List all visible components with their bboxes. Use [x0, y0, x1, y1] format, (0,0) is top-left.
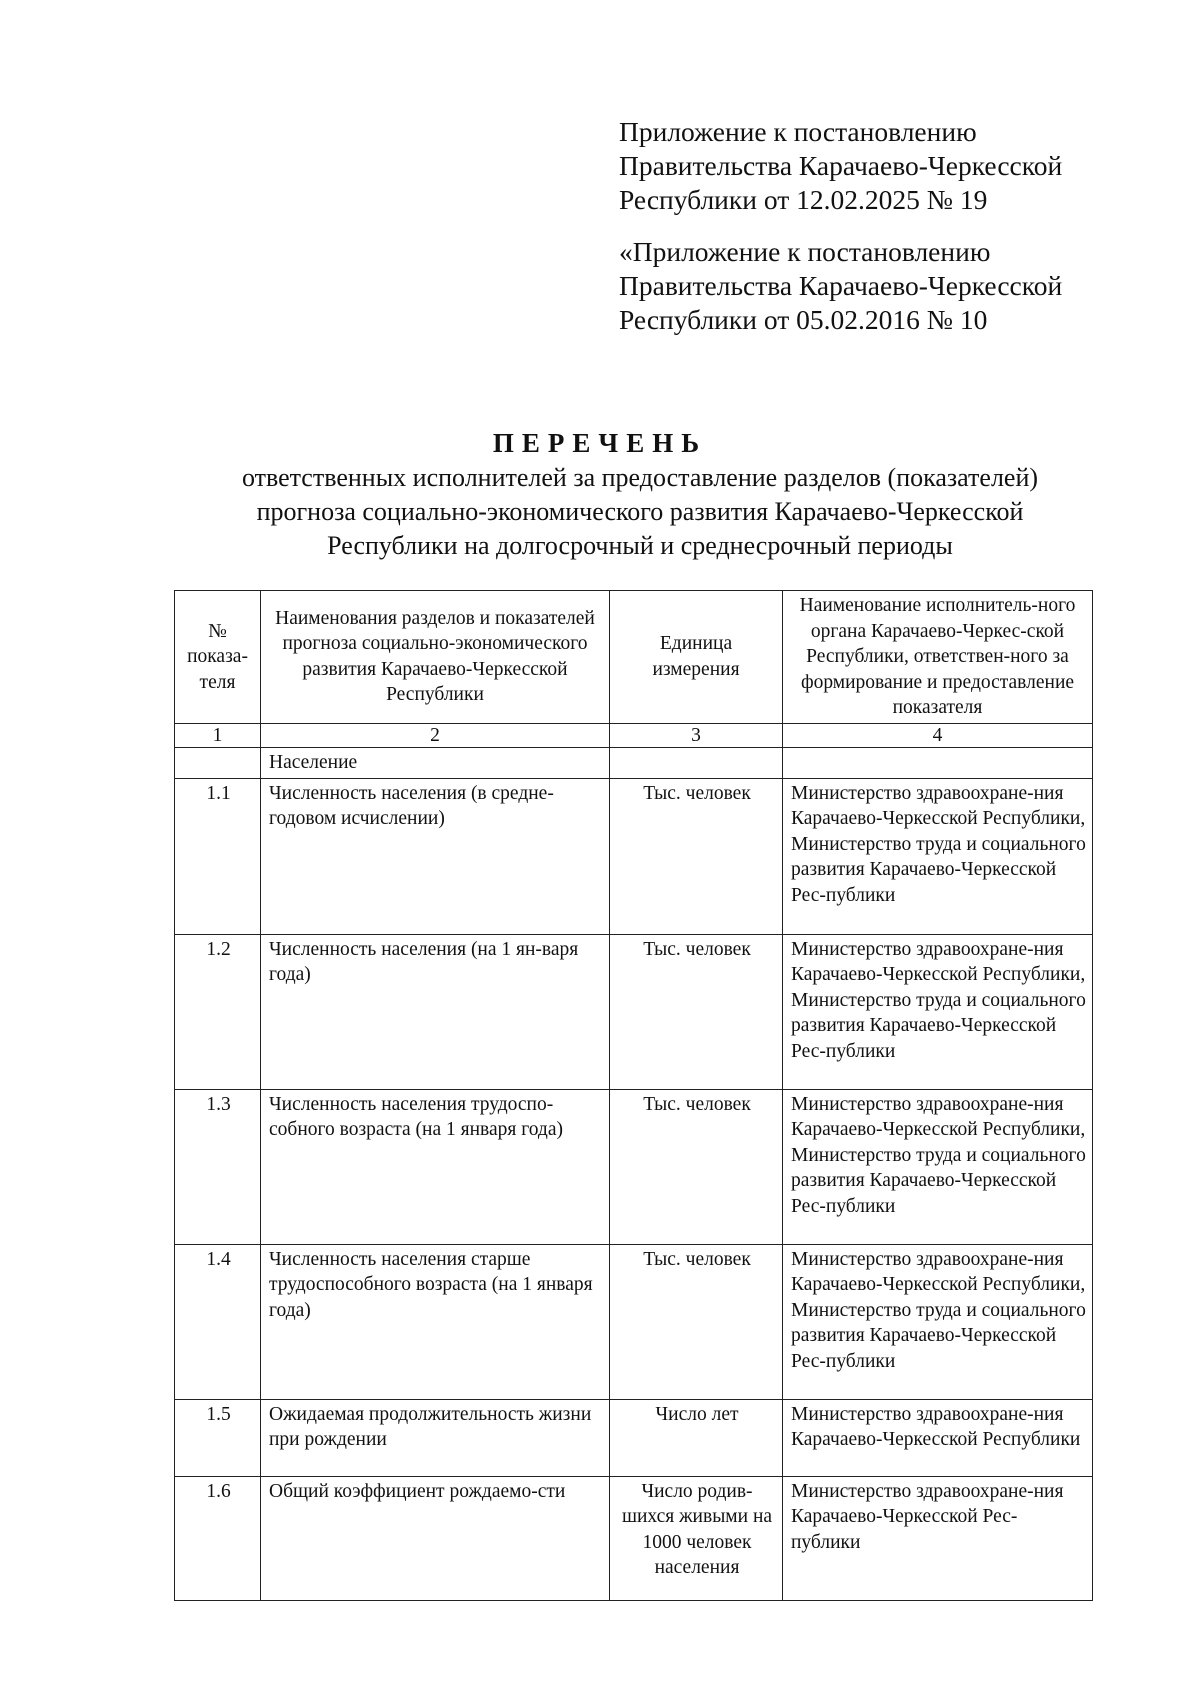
row-number: 1.2: [175, 934, 261, 1089]
row-indicator-name: Ожидаемая продолжительность жизни при рождении: [261, 1399, 610, 1476]
row-number: 1.3: [175, 1089, 261, 1244]
document-title: ПЕРЕЧЕНЬ: [492, 428, 708, 458]
table-header-row: [175, 591, 1093, 724]
row-unit: Тыс. человек: [610, 778, 783, 934]
table-cell: [783, 747, 1093, 778]
row-number: 1.1: [175, 778, 261, 934]
appendix-reference-current: [619, 115, 1179, 217]
row-unit: Число лет: [610, 1399, 783, 1476]
table-cell: [610, 747, 783, 778]
row-responsible-body: Министерство здравоохране-ния Карачаево-Черкесской Республики, Министерство труда и социального развития Карачаево-Черкесской Рес-публики: [783, 1244, 1093, 1399]
row-unit: Тыс. человек: [610, 934, 783, 1089]
row-responsible-body: Министерство здравоохране-ния Карачаево-Черкесской Республики: [783, 1399, 1093, 1476]
row-unit: Число родив-шихся живыми на 1000 человек населения: [610, 1476, 783, 1600]
table-row: [175, 1244, 1093, 1399]
column-number: 2: [261, 723, 610, 747]
document-subtitle: [120, 461, 1160, 563]
subtitle-line: Республики на долгосрочный и среднесрочный периоды: [327, 531, 953, 560]
appendix-line: Республики от 05.02.2016 № 10: [619, 304, 988, 335]
row-indicator-name: Общий коэффициент рождаемо-сти: [261, 1476, 610, 1600]
appendix-line: Правительства Карачаево-Черкесской: [619, 150, 1063, 181]
row-unit: Тыс. человек: [610, 1244, 783, 1399]
table-row: [175, 934, 1093, 1089]
table-cell: [175, 747, 261, 778]
table-row: [175, 1399, 1093, 1476]
column-number-row: [175, 723, 1093, 747]
row-responsible-body: Министерство здравоохране-ния Карачаево-Черкесской Республики, Министерство труда и социального развития Карачаево-Черкесской Рес-публики: [783, 778, 1093, 934]
column-number: 1: [175, 723, 261, 747]
table-row: [175, 1089, 1093, 1244]
table-row: [175, 778, 1093, 934]
section-row: [175, 747, 1093, 778]
row-indicator-name: Численность населения (на 1 ян-варя года): [261, 934, 610, 1089]
appendix-line: Республики от 12.02.2025 № 19: [619, 184, 988, 215]
responsible-executors-table: [174, 590, 1093, 1601]
header-unit: Единица измерения: [610, 591, 783, 724]
appendix-reference-original: [619, 235, 1179, 337]
row-number: 1.5: [175, 1399, 261, 1476]
header-responsible-body: Наименование исполнитель-ного органа Карачаево-Черкес-ской Республики, ответствен-ного за формирование и предоставление показателя: [783, 591, 1093, 724]
table-row: [175, 1476, 1093, 1600]
row-responsible-body: Министерство здравоохране-ния Карачаево-Черкесской Республики, Министерство труда и социального развития Карачаево-Черкесской Рес-публики: [783, 1089, 1093, 1244]
row-unit: Тыс. человек: [610, 1089, 783, 1244]
subtitle-line: ответственных исполнителей за предоставление разделов (показателей): [241, 463, 1039, 492]
row-number: 1.6: [175, 1476, 261, 1600]
column-number: 4: [783, 723, 1093, 747]
row-responsible-body: Министерство здравоохране-ния Карачаево-Черкесской Рес-публики: [783, 1476, 1093, 1600]
appendix-line: Правительства Карачаево-Черкесской: [619, 270, 1063, 301]
row-number: 1.4: [175, 1244, 261, 1399]
header-indicator-number: № показа-теля: [175, 591, 261, 724]
row-responsible-body: Министерство здравоохране-ния Карачаево-Черкесской Республики, Министерство труда и социального развития Карачаево-Черкесской Рес-публики: [783, 934, 1093, 1089]
subtitle-line: прогноза социально-экономического развития Карачаево-Черкесской: [256, 497, 1024, 526]
row-indicator-name: Численность населения трудоспо-собного возраста (на 1 января года): [261, 1089, 610, 1244]
row-indicator-name: Численность населения старше трудоспособного возраста (на 1 января года): [261, 1244, 610, 1399]
appendix-line: Приложение к постановлению: [619, 116, 977, 147]
appendix-line: «Приложение к постановлению: [619, 236, 991, 267]
row-indicator-name: Численность населения (в средне-годовом исчислении): [261, 778, 610, 934]
header-section-name: Наименования разделов и показателей прогноза социально-экономического развития Карачаево-Черкесской Республики: [261, 591, 610, 724]
section-title: Население: [261, 747, 610, 778]
column-number: 3: [610, 723, 783, 747]
